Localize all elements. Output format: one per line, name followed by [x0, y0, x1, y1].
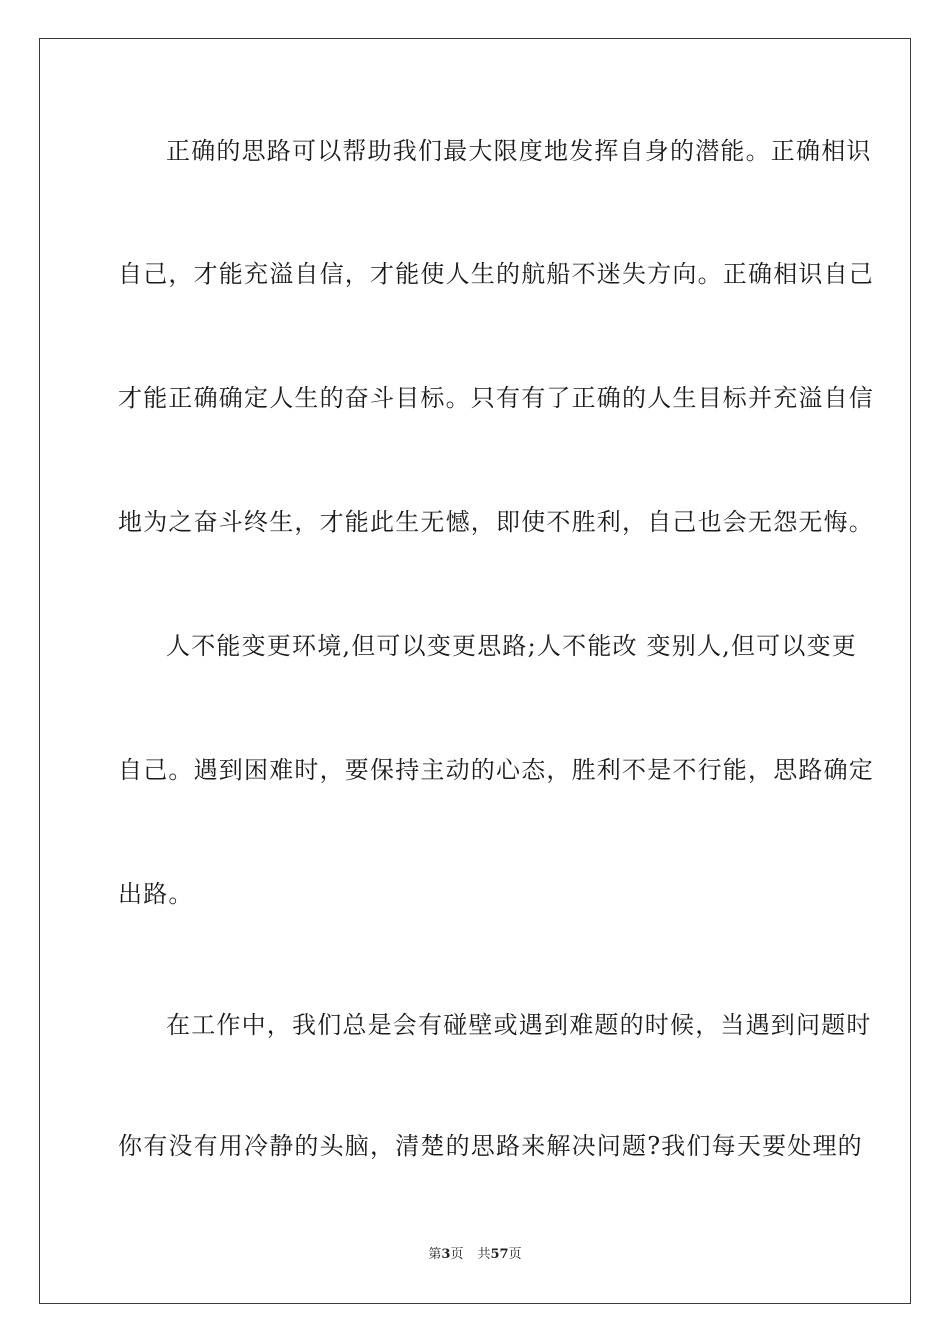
page-footer [0, 1246, 950, 1264]
paragraph-1-line-3: 才能正确确定人生的奋斗目标。只有有了正确的人生目标并充溢自信 [118, 384, 874, 412]
total-label-suffix: 页 [508, 1247, 522, 1262]
paragraph-3-line-1: 在工作中，我们总是会有碰壁或遇到难题的时候，当遇到问题时 [166, 1011, 872, 1039]
paragraph-2-line-2: 自己。遇到困难时，要保持主动的心态，胜利不是不行能，思路确定 [118, 756, 874, 784]
paragraph-3-line-2: 你有没有用冷静的头脑，清楚的思路来解决问题?我们每天要处理的 [118, 1132, 863, 1160]
page-label-prefix: 第 [428, 1247, 442, 1262]
page-label-suffix: 页 [450, 1247, 464, 1262]
paragraph-2-line-1: 人不能变更环境,但可以变更思路;人不能改 变别人,但可以变更 [166, 632, 857, 660]
total-pages: 57 [490, 1247, 509, 1262]
paragraph-2-line-3: 出路。 [118, 880, 194, 908]
paragraph-1-line-4: 地为之奋斗终生，才能此生无憾，即使不胜利，自己也会无怨无悔。 [118, 508, 874, 536]
paragraph-1-line-1: 正确的思路可以帮助我们最大限度地发挥自身的潜能。正确相识 [166, 137, 872, 165]
page-border [39, 38, 911, 1304]
paragraph-1-line-2: 自己，才能充溢自信，才能使人生的航船不迷失方向。正确相识自己 [118, 260, 874, 288]
total-label-prefix: 共 [477, 1247, 491, 1262]
page-number: 3 [441, 1247, 451, 1262]
